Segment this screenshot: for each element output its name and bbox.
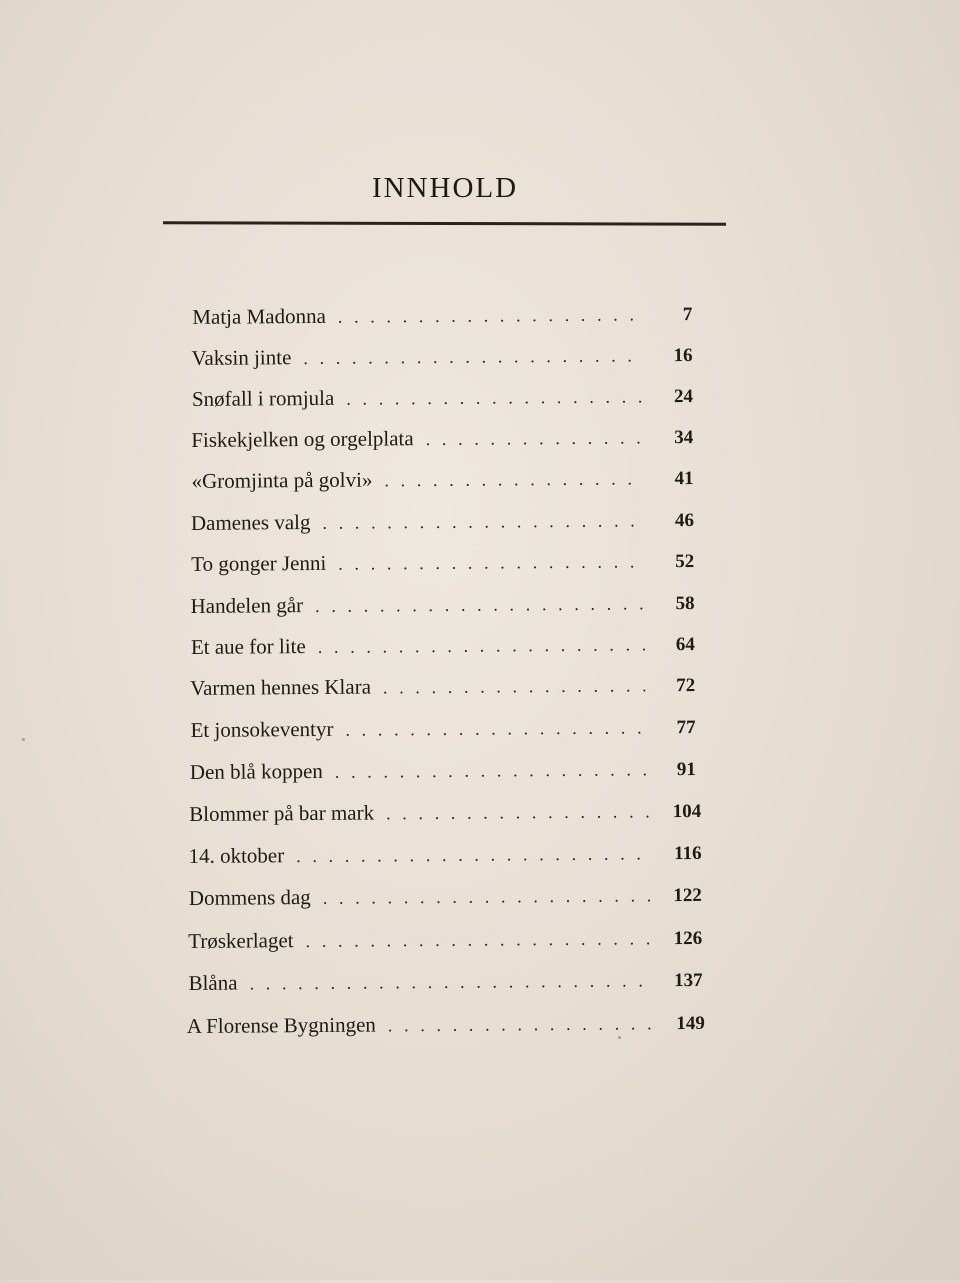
toc-entry-title: Damenes valg [190, 510, 311, 535]
toc-entry [187, 1007, 705, 1041]
toc-leader-dots [322, 505, 644, 538]
toc-entry-page: 126 [673, 927, 703, 950]
toc-entry [190, 711, 695, 745]
toc-entry [191, 545, 694, 579]
toc-entry-page: 7 [682, 304, 693, 326]
toc-entry-title: Handelen går [190, 593, 304, 618]
toc-entry-title: Vaksin jinte [191, 345, 292, 370]
toc-entry [192, 380, 693, 414]
toc-entry-title: Et jonsokeventyr [190, 716, 334, 742]
toc-entry-page: 34 [674, 427, 694, 449]
toc-entry-page: 149 [676, 1012, 705, 1035]
toc-leader-dots [383, 670, 645, 702]
toc-leader-dots [386, 796, 651, 828]
toc-entry [189, 879, 702, 913]
toc-entry-page: 116 [673, 842, 702, 865]
toc-entry [190, 587, 694, 621]
toc-leader-dots [296, 838, 652, 871]
toc-entry [188, 837, 701, 871]
toc-entry-title: Matja Madonna [192, 303, 326, 329]
toc-leader-dots [346, 381, 643, 413]
toc-entry-page: 104 [672, 800, 702, 823]
toc-leader-dots [384, 463, 643, 495]
toc-entry-title: To gonger Jenni [191, 550, 327, 576]
toc-entry-page: 122 [673, 884, 702, 907]
toc-entry-page: 77 [676, 716, 696, 739]
toc-entry-page: 137 [673, 969, 703, 992]
toc-entry-title: «Gromjinta på golvi» [191, 467, 373, 493]
toc-entry [191, 504, 694, 538]
toc-leader-dots [323, 880, 652, 913]
toc-entry-title: Dommens dag [188, 885, 311, 910]
toc-entry-title: Blommer på bar mark [189, 800, 375, 826]
toc-leader-dots [426, 422, 644, 454]
toc-leader-dots [249, 965, 652, 998]
toc-entry [189, 795, 701, 829]
toc-leader-dots [338, 299, 643, 331]
toc-entry [190, 753, 696, 787]
toc-entry [191, 421, 693, 455]
toc-entry-title: Varmen hennes Klara [190, 674, 372, 700]
toc-entry-page: 91 [676, 758, 696, 781]
page-title: INNHOLD [371, 172, 519, 204]
toc-entry-title: 14. oktober [188, 843, 285, 868]
toc-leader-dots [303, 340, 642, 373]
paper-speck [22, 738, 25, 741]
toc-leader-dots [335, 754, 646, 786]
toc-entry-page: 24 [673, 386, 694, 408]
toc-leader-dots [318, 629, 645, 662]
toc-entry-title: Blåna [188, 970, 238, 995]
toc-leader-dots [305, 923, 652, 956]
toc-entry-title: Fiskekjelken og orgelplata [191, 426, 414, 452]
toc-leader-dots [338, 546, 644, 578]
toc-entry-page: 46 [674, 510, 694, 532]
toc-entry [191, 462, 693, 496]
toc-entry-title: Den blå koppen [189, 758, 323, 784]
toc-entry-title: Et aue for lite [190, 634, 306, 659]
toc-leader-dots [388, 1008, 655, 1040]
paper-speck [618, 1036, 621, 1039]
toc-entry-page: 72 [676, 674, 696, 697]
toc-entry-page: 58 [675, 592, 695, 615]
toc-entry-page: 52 [675, 551, 695, 573]
toc-entry [190, 669, 695, 703]
toc-entry-page: 41 [674, 468, 694, 490]
toc-entry-title: A Florense Bygningen [186, 1012, 376, 1038]
toc-entry [188, 964, 702, 998]
toc-entry-page: 16 [673, 345, 693, 367]
toc-entry [191, 628, 695, 662]
toc-entry [192, 339, 693, 373]
toc-entry [188, 922, 702, 956]
toc-entry [192, 298, 692, 332]
toc-entry-page: 64 [675, 633, 695, 656]
toc-entry-title: Snøfall i romjula [191, 385, 335, 411]
toc-entry-title: Trøskerlaget [188, 928, 294, 953]
toc-leader-dots [345, 712, 645, 744]
toc-leader-dots [315, 588, 645, 621]
